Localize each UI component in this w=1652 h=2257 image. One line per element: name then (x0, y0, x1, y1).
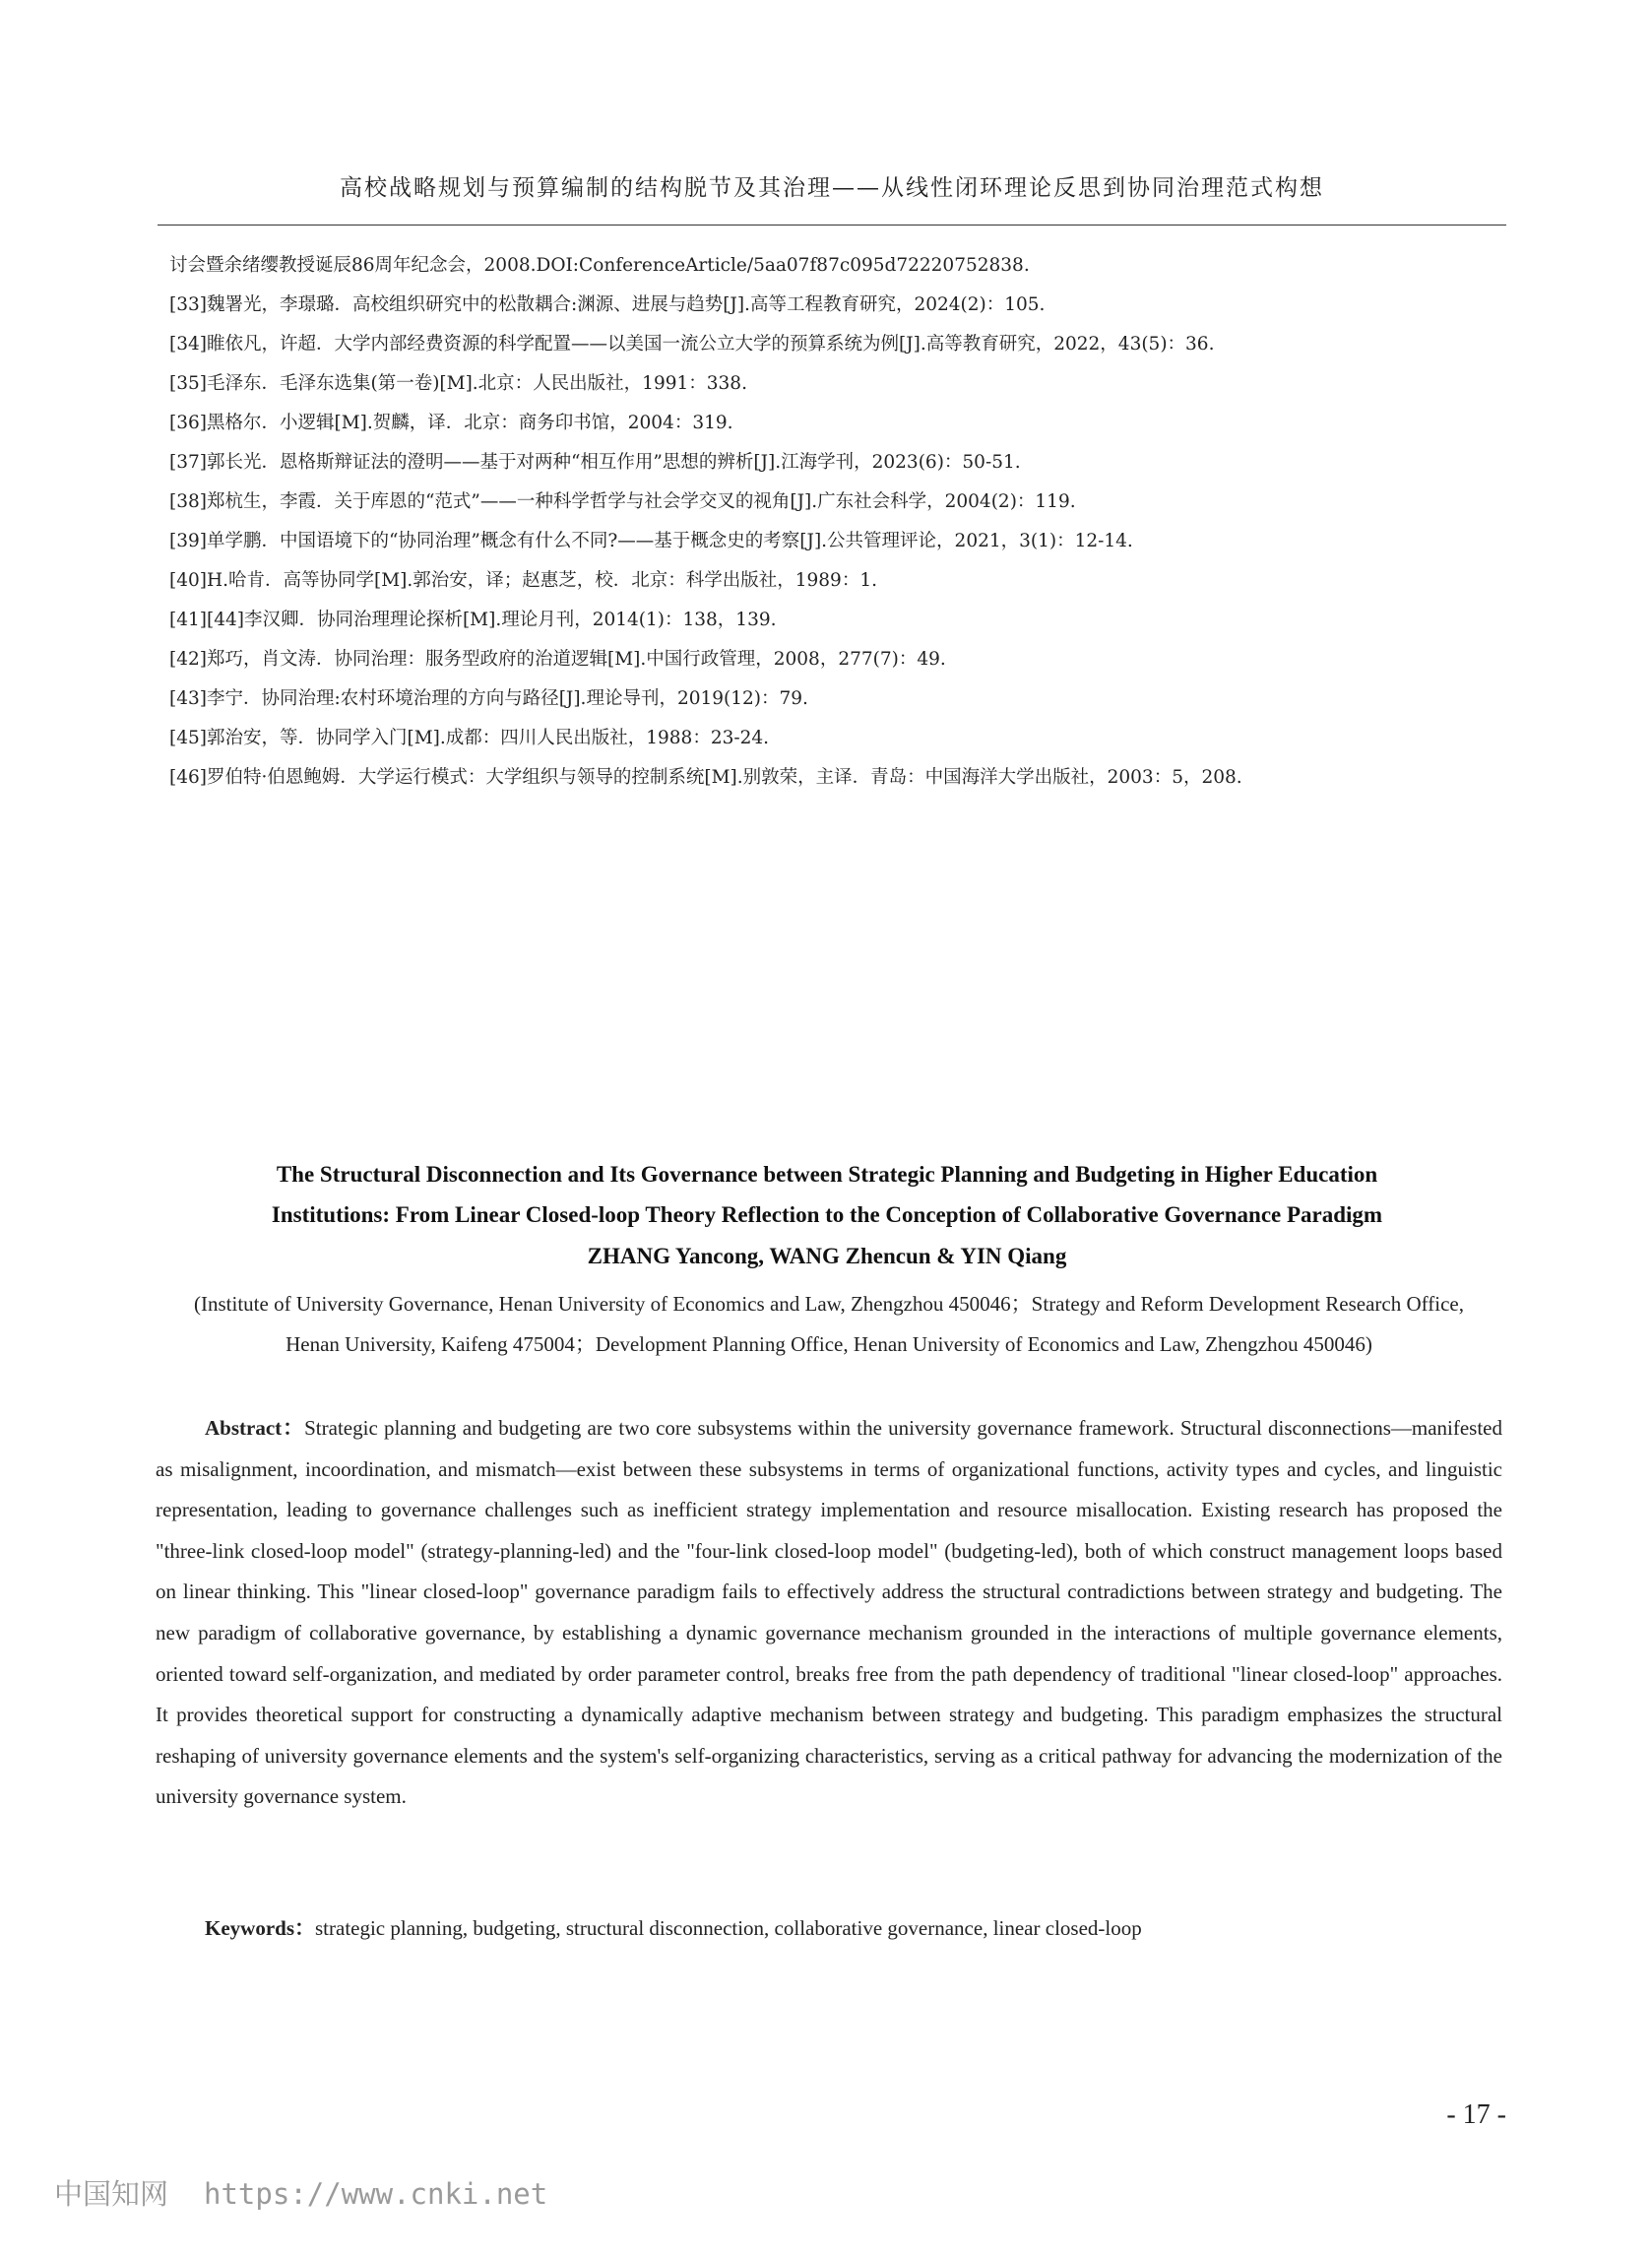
reference-item: [42]郑巧，肖文涛．协同治理：服务型政府的治道逻辑[M].中国行政管理，2008，277(7)：49. (169, 649, 946, 670)
english-abstract (156, 1408, 1502, 1818)
reference-item: [41][44]李汉卿．协同治理理论探析[M].理论月刊，2014(1)：138，139. (169, 610, 777, 630)
page-number: - 17 - (1446, 2099, 1506, 2130)
english-title-line-2: Institutions: From Linear Closed-loop Theory Reflection to the Conception of Collaborative Governance Paradigm (271, 1202, 1383, 1227)
abstract-label: Abstract： (205, 1416, 305, 1440)
reference-item: [33]魏署光，李璟璐．高校组织研究中的松散耦合:渊源、进展与趋势[J].高等工程教育研究，2024(2)：105. (169, 294, 1046, 315)
reference-item: [39]单学鹏．中国语境下的“协同治理”概念有什么不同?——基于概念史的考察[J].公共管理评论，2021，3(1)：12-14. (169, 531, 1133, 551)
watermark-url[interactable]: https://www.cnki.net (204, 2177, 548, 2211)
reference-item: [35]毛泽东．毛泽东选集(第一卷)[M].北京：人民出版社，1991：338. (169, 373, 747, 394)
reference-item: [46]罗伯特·伯恩鲍姆．大学运行模式：大学组织与领导的控制系统[M].别敦荣，主译．青岛：中国海洋大学出版社，2003：5，208. (169, 767, 1242, 788)
cnki-watermark (54, 2172, 547, 2212)
english-title-line-1: The Structural Disconnection and Its Governance between Strategic Planning and Budgeting in Higher Education (276, 1162, 1378, 1187)
reference-item: [45]郭治安，等．协同学入门[M].成都：四川人民出版社，1988：23-24. (169, 728, 770, 748)
reference-list (169, 246, 1508, 798)
watermark-logo: 中国知网 (54, 2177, 169, 2211)
reference-item: [37]郭长光．恩格斯辩证法的澄明——基于对两种“相互作用”思想的辨析[J].江海学刊，2023(6)：50-51. (169, 452, 1021, 473)
abstract-text: Strategic planning and budgeting are two core subsystems within the university governance framework. Structural disconnections—manifested as misalignment, incoordination, and mismatch—exist between these subsystems in terms of organizational functions, activity types and cycles, and linguistic representation, leading to governance challenges such as inefficient strategy implementation and resource misallocation. Existing research has proposed the "three-link closed-loop model" (strategy-planning-led) and the "four-link closed-loop model" (budgeting-led), both of which construct management loops based on linear thinking. This "linear closed-loop" governance paradigm fails to effectively address the structural contradictions between strategy and budgeting. The new paradigm of collaborative governance, by establishing a dynamic governance mechanism grounded in the interactions of multiple governance elements, oriented toward self-organization, and mediated by order parameter control, breaks free from the path dependency of traditional "linear closed-loop" approaches. It provides theoretical support for constructing a dynamically adaptive mechanism between strategy and budgeting. This paradigm emphasizes the structural reshaping of university governance elements and the system's self-organizing characteristics, serving as a critical pathway for advancing the modernization of the university governance system. (156, 1416, 1502, 1809)
header-rule (158, 225, 1506, 226)
english-keywords (205, 1908, 1504, 1948)
english-title (118, 1154, 1536, 1235)
reference-item: [43]李宁．协同治理:农村环境治理的方向与路径[J].理论导刊，2019(12)：79. (169, 688, 808, 709)
keywords-text: strategic planning, budgeting, structural disconnection, collaborative governance, linear closed-loop (315, 1916, 1142, 1940)
reference-item: [36]黑格尔．小逻辑[M].贺麟，译．北京：商务印书馆，2004：319. (169, 413, 733, 433)
english-affiliation: (Institute of University Governance, Henan University of Economics and Law, Zhengzhou 450046；Strategy and Reform Development Research Office, Henan University, Kaifeng 475004；Development Planning Office, Henan University of Economics and Law, Zhengzhou 450046) (194, 1292, 1464, 1356)
reference-item: [34]睢依凡，许超．大学内部经费资源的科学配置——以美国一流公立大学的预算系统为例[J].高等教育研究，2022，43(5)：36. (169, 334, 1215, 355)
reference-item: [38]郑杭生，李霞．关于库恩的“范式”——一种科学哲学与社会学交叉的视角[J].广东社会科学，2004(2)：119. (169, 491, 1076, 512)
english-authors: ZHANG Yancong, WANG Zhencun & YIN Qiang (587, 1244, 1067, 1268)
keywords-label: Keywords： (205, 1916, 315, 1940)
running-header: 高校战略规划与预算编制的结构脱节及其治理——从线性闭环理论反思到协同治理范式构想 (340, 175, 1324, 201)
reference-item: 讨会暨余绪缨教授诞辰86周年纪念会，2008.DOI:ConferenceArticle/5aa07f87c095d72220752838. (169, 255, 1030, 276)
reference-item: [40]H.哈肯．高等协同学[M].郭治安，译；赵惠芝，校．北京：科学出版社，1989：1. (169, 570, 877, 591)
